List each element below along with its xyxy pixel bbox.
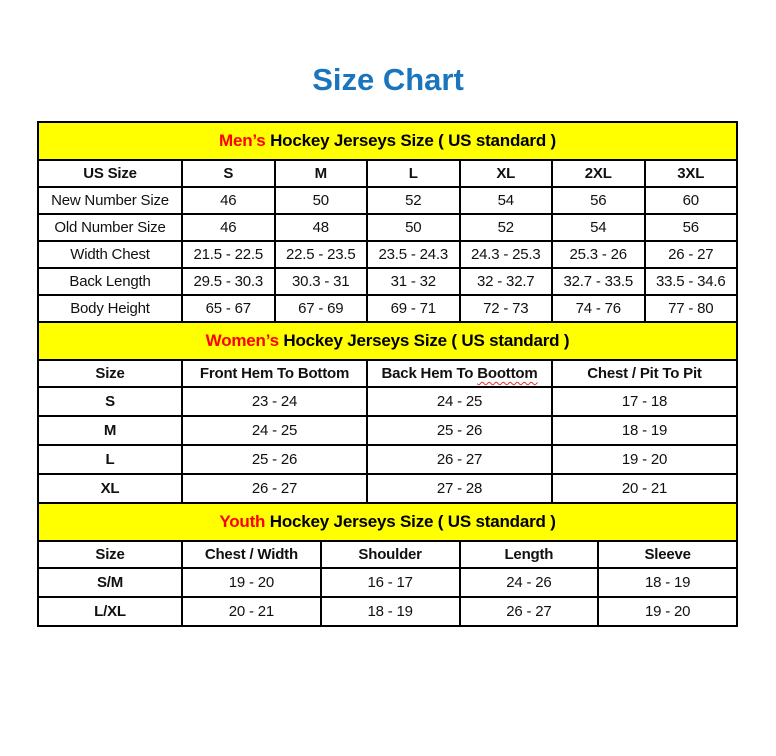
- cell: 20 - 21: [182, 597, 321, 626]
- cell: 54: [460, 187, 553, 214]
- cell: 26 - 27: [182, 474, 367, 503]
- misspelled-word: Boottom: [477, 365, 538, 382]
- youth-section-band: [38, 503, 737, 541]
- cell: 46: [182, 187, 275, 214]
- row-label: Back Length: [38, 268, 182, 295]
- mens-size-table: [37, 121, 738, 323]
- table-row: [38, 597, 737, 626]
- column-header: US Size: [38, 160, 182, 187]
- cell: 33.5 - 34.6: [645, 268, 738, 295]
- table-row: [38, 568, 737, 597]
- cell: 65 - 67: [182, 295, 275, 322]
- cell: 19 - 20: [182, 568, 321, 597]
- cell: 69 - 71: [367, 295, 460, 322]
- cell: 26 - 27: [645, 241, 738, 268]
- cell: 72 - 73: [460, 295, 553, 322]
- cell: 17 - 18: [552, 387, 737, 416]
- table-row: [38, 241, 737, 268]
- cell: 67 - 69: [275, 295, 368, 322]
- cell: 50: [275, 187, 368, 214]
- womens-section-band: [38, 322, 737, 360]
- column-header: Chest / Width: [182, 541, 321, 568]
- column-header: Chest / Pit To Pit: [552, 360, 737, 387]
- cell: 19 - 20: [552, 445, 737, 474]
- cell: 25 - 26: [182, 445, 367, 474]
- table-row: [38, 214, 737, 241]
- column-header: 3XL: [645, 160, 738, 187]
- column-header: Size: [38, 360, 182, 387]
- cell: 24 - 25: [367, 387, 552, 416]
- cell: 32 - 32.7: [460, 268, 553, 295]
- column-header: S: [182, 160, 275, 187]
- cell: 30.3 - 31: [275, 268, 368, 295]
- cell: 18 - 19: [552, 416, 737, 445]
- column-header: Sleeve: [598, 541, 737, 568]
- row-label: New Number Size: [38, 187, 182, 214]
- cell: 23 - 24: [182, 387, 367, 416]
- column-header: 2XL: [552, 160, 645, 187]
- cell: 20 - 21: [552, 474, 737, 503]
- youth-header-row: [38, 541, 737, 568]
- cell: 52: [460, 214, 553, 241]
- cell: 21.5 - 22.5: [182, 241, 275, 268]
- cell: 22.5 - 23.5: [275, 241, 368, 268]
- column-header: L: [367, 160, 460, 187]
- row-label: L: [38, 445, 182, 474]
- column-header: XL: [460, 160, 553, 187]
- row-label: XL: [38, 474, 182, 503]
- cell: 26 - 27: [460, 597, 599, 626]
- womens-section-title-highlight: Women’s: [205, 331, 279, 350]
- cell: 52: [367, 187, 460, 214]
- mens-section-title-rest: Hockey Jerseys Size ( US standard ): [265, 131, 556, 150]
- table-row: [38, 295, 737, 322]
- womens-header-row: [38, 360, 737, 387]
- page-title: Size Chart: [312, 62, 464, 97]
- cell: 74 - 76: [552, 295, 645, 322]
- column-header: Length: [460, 541, 599, 568]
- row-label: L/XL: [38, 597, 182, 626]
- cell: 25.3 - 26: [552, 241, 645, 268]
- cell: 27 - 28: [367, 474, 552, 503]
- cell: 29.5 - 30.3: [182, 268, 275, 295]
- mens-header-row: [38, 160, 737, 187]
- cell: 24 - 25: [182, 416, 367, 445]
- cell: 54: [552, 214, 645, 241]
- table-row: [38, 416, 737, 445]
- cell: 31 - 32: [367, 268, 460, 295]
- cell: 24.3 - 25.3: [460, 241, 553, 268]
- column-header: M: [275, 160, 368, 187]
- mens-section-title: [38, 122, 737, 160]
- row-label: Body Height: [38, 295, 182, 322]
- womens-section-title: [38, 322, 737, 360]
- cell: 46: [182, 214, 275, 241]
- cell: 16 - 17: [321, 568, 460, 597]
- table-row: [38, 268, 737, 295]
- youth-section-title-rest: Hockey Jerseys Size ( US standard ): [265, 512, 556, 531]
- youth-section-title-highlight: Youth: [219, 512, 266, 531]
- cell: 23.5 - 24.3: [367, 241, 460, 268]
- cell: 56: [645, 214, 738, 241]
- cell: 32.7 - 33.5: [552, 268, 645, 295]
- cell: 48: [275, 214, 368, 241]
- cell: 60: [645, 187, 738, 214]
- table-row: [38, 387, 737, 416]
- cell: 18 - 19: [598, 568, 737, 597]
- mens-section-band: [38, 122, 737, 160]
- youth-section-title: [38, 503, 737, 541]
- table-row: [38, 445, 737, 474]
- row-label: S/M: [38, 568, 182, 597]
- womens-section-title-rest: Hockey Jerseys Size ( US standard ): [278, 331, 570, 350]
- table-row: [38, 187, 737, 214]
- table-row: [38, 474, 737, 503]
- cell: 25 - 26: [367, 416, 552, 445]
- column-header-text: Back Hem To: [381, 365, 478, 382]
- mens-section-title-highlight: Men’s: [219, 131, 266, 150]
- cell: 19 - 20: [598, 597, 737, 626]
- cell: 50: [367, 214, 460, 241]
- cell: 26 - 27: [367, 445, 552, 474]
- size-chart: [37, 121, 738, 627]
- column-header: [367, 360, 552, 387]
- cell: 24 - 26: [460, 568, 599, 597]
- youth-size-table: [37, 502, 738, 627]
- womens-size-table: [37, 321, 738, 504]
- row-label: S: [38, 387, 182, 416]
- row-label: M: [38, 416, 182, 445]
- column-header: Size: [38, 541, 182, 568]
- row-label: Width Chest: [38, 241, 182, 268]
- cell: 18 - 19: [321, 597, 460, 626]
- cell: 77 - 80: [645, 295, 738, 322]
- column-header: Front Hem To Bottom: [182, 360, 367, 387]
- cell: 56: [552, 187, 645, 214]
- row-label: Old Number Size: [38, 214, 182, 241]
- column-header: Shoulder: [321, 541, 460, 568]
